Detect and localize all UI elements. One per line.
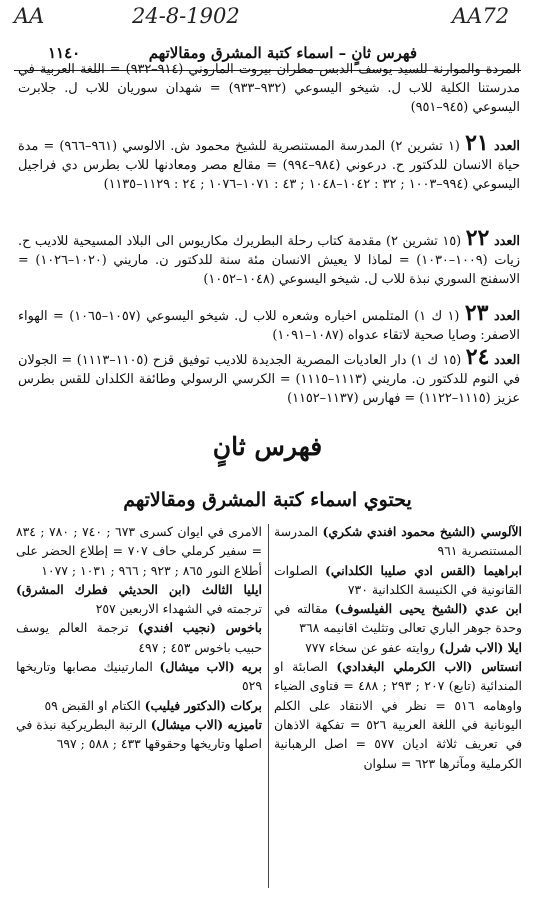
entry-author: ابراهيما (القس ادي صليبا الكلداني) bbox=[325, 562, 522, 578]
entry-works: مقالته في وحدة جوهر الباري تعالى وتثليث اقانيمه ٣٦٨ bbox=[274, 601, 522, 636]
issue-text: (١ تشرين ٢) المدرسة المستنصرية للشيخ محمود ش. الالوسي (٩٦١–٩٦٦) = مدة حياة الانسان للدكتور ح. درعوني (٩٨٤–٩٩٤) = مقالع مصر ومعادنها للاب بطرس دي فراجيل اليسوعي (٩٩٤–١٠٠٣ ; ٣٢ : ١٠٤٢–١٠٤٨ ; ٤٣ : ١٠٧١–١٠٧٦ ; ٢٤ : ١١٢٩–١١٣٥) bbox=[18, 139, 520, 193]
intro-paragraph: المردة والموارنة للسيد يوسف الدبس مطران بيروت الماروني (٩١٤–٩٣٢) = اللغة العربية في مدرستنا الكلية للاب ل. شيخو اليسوعي (٩٣٢–٩٣٣) = شهدان سوريان للاب ل. جلابرت اليسوعي (٩٤٥–٩٥١) bbox=[18, 62, 521, 116]
entry-works: المدرسة المستنصرية ٩٦١ bbox=[274, 524, 522, 559]
entry-works: ترجمته في الشهداء الاربعين ٢٥٧ bbox=[95, 601, 262, 617]
index-entry bbox=[274, 599, 522, 638]
issue-21 bbox=[18, 130, 520, 195]
index-entry bbox=[16, 580, 262, 619]
index-entry bbox=[16, 618, 262, 657]
issue-number: ٢٢ bbox=[465, 225, 490, 251]
issue-label: العدد bbox=[493, 309, 520, 324]
entry-works: الصابئة او المندائية (تابع) ٢٠٧ ; ٢٩٣ ; ٤٨٨ = فتاوى الضياء واوهامه ٥١٦ = نظر في الانتقاد على الكلم اليونانية في اللغة العربية ٥٢٦ = تفكهة الاذهان في تعريف ثلاثة اديان ٥٧٧ = اصل الرهبانية الكرملية ومآثرها ٦٢٣ = سلوان bbox=[274, 659, 523, 771]
issue-22 bbox=[18, 225, 520, 290]
index-entry bbox=[16, 657, 262, 696]
issue-label: العدد bbox=[493, 234, 520, 249]
issue-text: (١٥ تشرين ٢) مقدمة كتاب رحلة البطريرك مكاريوس الى البلاد المسيحية للاديب ح. زيات (١٠٠٩–١٠٣٠) = لماذا لا يعيش الانسان مئة سنة للدكتور ن. ماريني (١٠٢٠–١٠٢٦) = الاسفنج السوري نبذة للاب ل. شيخو اليسوعي (١٠٤٨–١٠٥٢) bbox=[18, 234, 520, 288]
issue-number: ٢٣ bbox=[464, 300, 489, 326]
handwritten-date: 24-8-1902 bbox=[132, 4, 240, 28]
index-entry-continued bbox=[16, 522, 262, 580]
section-subtitle: يحتوي اسماء كتبة المشرق ومقالاتهم bbox=[123, 489, 412, 511]
issue-text: (١٥ ك ١) دار العاديات المصرية الجديدة للاديب توفيق قزح (١١٠٥–١١١٣) = الجولان في النوم للدكتور ن. ماريني (١١١٣–١١١٥) = الكرسي الرسولي وطائفة الكلدان للقس بطرس عزيز (١١١٥–١١٢٢) = فهارس (١١٣٧–١١٥٢) bbox=[18, 353, 520, 407]
issue-label: العدد bbox=[493, 139, 520, 154]
running-title: فهرس ثانٍ – اسماء كتبة المشرق ومقالاتهم bbox=[148, 44, 417, 62]
issue-label: العدد bbox=[493, 353, 521, 368]
entry-author: ايليا الثالث (ابن الحديثي فطرك المشرق) bbox=[16, 581, 262, 597]
section-title: فهرس ثانٍ bbox=[212, 432, 323, 461]
issue-number: ٢٤ bbox=[465, 344, 490, 370]
entry-works: الرتبة البطريركية نبذة في اصلها وتاريخها وحقوقها ٤٣٣ ; ٥٨٨ ; ٦٩٧ bbox=[16, 716, 262, 752]
entry-author: ايلا (الاب شرل) bbox=[438, 639, 522, 655]
index-entry bbox=[274, 561, 522, 600]
issue-text: (١ ك ١) المتلمس اخباره وشعره للاب ل. شيخو اليسوعي (١٠٥٧–١٠٦٥) = الهواء الاصفر: وصايا صحية لاتقاء عدواه (١٠٨٧–١٠٩١) bbox=[18, 309, 520, 344]
page-number: ١١٤٠ bbox=[48, 44, 81, 62]
entry-works: الصلوات القانونية في الكنيسة الكلدانية ٧٣٠ bbox=[274, 562, 522, 597]
entry-author: الآلوسي (الشيخ محمود افندي شكري) bbox=[322, 524, 522, 539]
index-entry bbox=[274, 657, 522, 773]
column-divider bbox=[268, 524, 269, 888]
entry-works: الكتام او القبض ٥٩ bbox=[44, 697, 141, 713]
handwritten-ref: AA72 bbox=[452, 4, 510, 28]
handwritten-page-code: AA bbox=[14, 4, 45, 28]
entry-author: انستاس (الاب الكرملي البغدادي) bbox=[336, 659, 522, 675]
entry-works: روايته عفو عن سخاء ٧٧٧ bbox=[305, 639, 435, 655]
entry-author: ابن عدي (الشيخ يحيى الفيلسوف) bbox=[334, 601, 522, 617]
index-entry bbox=[274, 522, 522, 561]
entry-author: بريه (الاب ميشال) bbox=[159, 659, 262, 675]
issue-24 bbox=[18, 344, 521, 409]
entry-author: تاميزيه (الاب ميشال) bbox=[150, 716, 262, 732]
entry-works: الامرى في ايوان كسرى ٦٧٣ ; ٧٤٠ ; ٧٨٠ ; ٨٣٤ = سفير كرملي حاف ٧٠٧ = إطلاع الحضر على أطلاع النور ٨٦٥ ; ٩٢٣ ; ٩٦٦ ; ١٠٣١ ; ١٠٧٧ bbox=[16, 524, 262, 578]
index-entry bbox=[274, 638, 522, 657]
issue-number: ٢١ bbox=[465, 130, 489, 156]
entry-works: ترجمة العالم يوسف حبيب باخوس ٤٥٣ ; ٤٩٧ bbox=[16, 620, 262, 655]
entry-author: بركات (الدكتور فيليب) bbox=[144, 697, 262, 713]
entry-works: المارتينيك مصابها وتاريخها ٥٢٩ bbox=[16, 659, 262, 694]
index-column-right bbox=[274, 522, 522, 773]
index-entry bbox=[16, 696, 262, 715]
entry-author: باخوس (نجيب افندي) bbox=[137, 620, 262, 636]
index-column-left bbox=[16, 522, 262, 754]
issue-23 bbox=[18, 300, 520, 345]
index-entry bbox=[16, 715, 262, 754]
